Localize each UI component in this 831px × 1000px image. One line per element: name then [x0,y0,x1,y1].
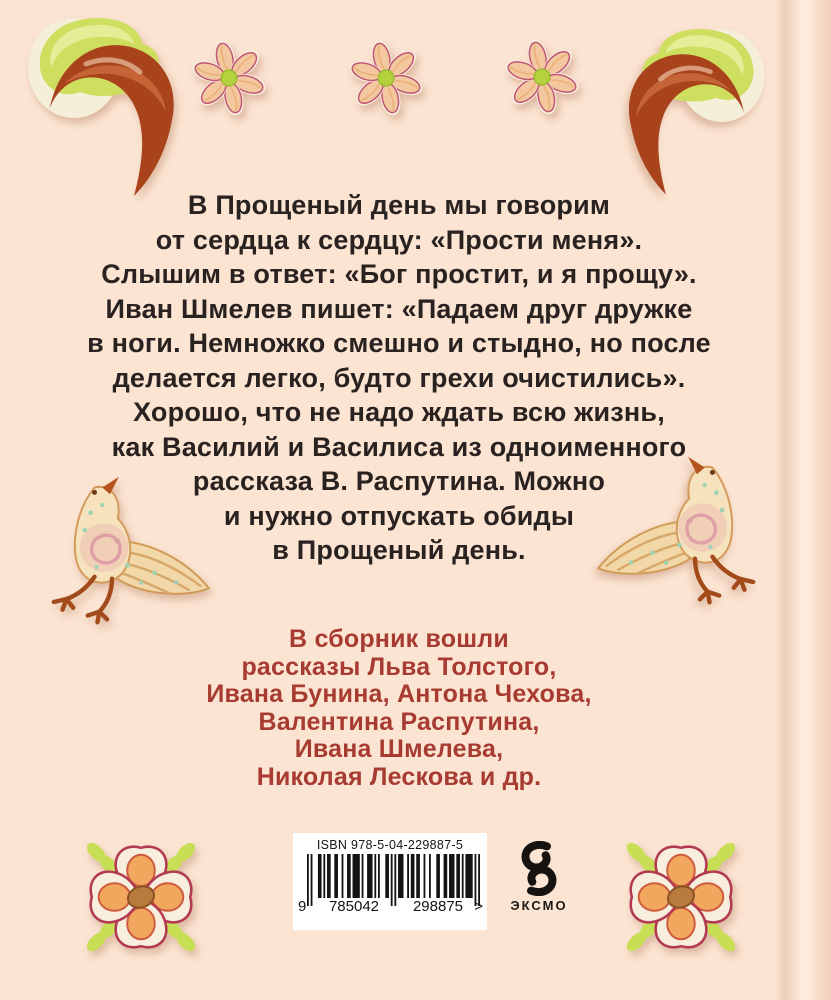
barcode-end-mark: > [474,898,483,914]
blurb-line: В Прощеный день мы говорим [187,190,611,220]
blurb-line: Иван Шмелев пишет: «Падаем друг дружке [105,293,693,324]
dove-ornament-right [592,452,767,617]
contents-line: Ивана Бунина, Антона Чехова, [206,680,592,709]
publisher-logo [503,841,575,913]
publisher-name: ЭКСМО [510,898,568,913]
contents-line: Валентина Распутина, [258,707,540,736]
blurb-line: и нужно отпускать обиды [223,500,575,531]
crescent-icon [612,16,770,201]
barcode-digit-lead: 9 [298,898,307,914]
crescent-ornament-left [22,6,192,201]
barcode-group1: 785042 [328,898,380,914]
quad-flower-left [82,838,200,961]
blurb-line: в Прощеный день. [272,535,526,565]
blurb-line: делается легко, будто грехи очистились». [112,362,686,393]
star-flower-icon [347,36,425,120]
blurb-line: рассказа В. Распутина. Можно [192,466,606,496]
blurb-line: Хорошо, что не надо ждать всю жизнь, [133,397,665,427]
barcode-group2: 298875 [412,898,464,914]
dove-icon [592,452,767,612]
star-flower-2 [347,36,425,125]
star-flower-icon [503,35,581,119]
contents-line: В сборник вошли [289,625,509,653]
contents-line: Ивана Шмелева, [294,735,504,764]
star-flower-icon [190,36,268,120]
star-flower-1 [190,36,268,125]
quad-flower-right [622,838,740,961]
isbn-text: ISBN 978-5-04-229887-5 [316,838,464,852]
blurb-line: в ноги. Немножко смешно и стыдно, но после [87,328,711,358]
crescent-icon [22,6,192,201]
blurb-line: от сердца к сердцу: «Прости меня». [155,224,643,255]
quad-flower-icon [82,838,200,956]
dove-icon [40,472,215,632]
barcode-panel [293,833,487,930]
barcode-icon [297,852,483,914]
blurb-line: Слышим в ответ: «Бог простит, и я прощу». [101,259,697,289]
eksmo-swirl-icon [517,841,561,896]
contents-text [0,626,798,792]
star-flower-3 [503,35,581,124]
contents-line: Николая Лескова и др. [256,762,542,791]
dove-ornament-left [40,472,215,637]
quad-flower-icon [622,838,740,956]
crescent-ornament-right [612,16,770,201]
contents-line: рассказы Льва Толстого, [241,652,557,681]
blurb-line: как Василий и Василиса из одноименного [111,431,687,462]
